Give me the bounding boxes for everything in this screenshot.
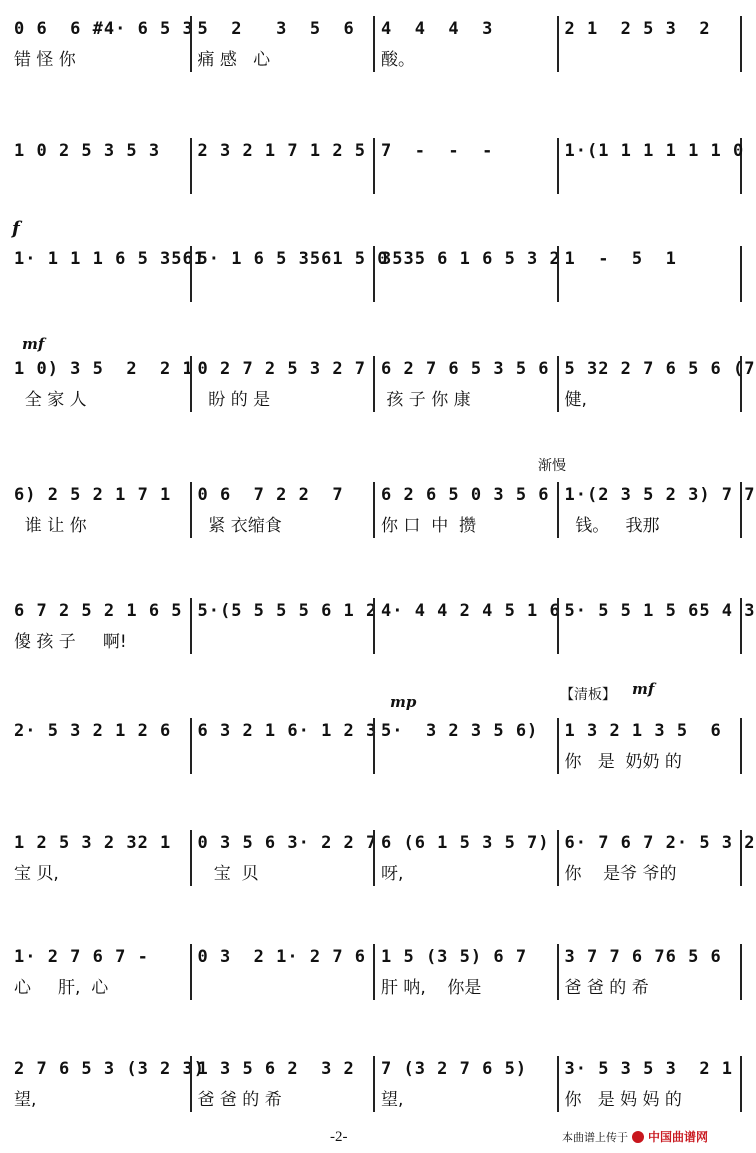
measure bbox=[557, 718, 743, 774]
measure-notes: 0 6 6 #4· 6 5 3 bbox=[14, 19, 194, 39]
score-system bbox=[8, 356, 756, 412]
measure-lyrics bbox=[381, 750, 551, 774]
measure-lyrics bbox=[198, 630, 368, 654]
score-system bbox=[8, 482, 756, 538]
measure bbox=[190, 246, 389, 302]
measure-lyrics bbox=[14, 278, 184, 302]
measure bbox=[8, 356, 194, 412]
measure-notes: 7 - - - bbox=[381, 141, 494, 161]
measure-notes: 6 2 6 5 0 3 5 6 bbox=[381, 485, 550, 505]
measure bbox=[557, 1056, 743, 1112]
measure bbox=[557, 830, 756, 886]
measure-notes: 1 0 2 5 3 5 3 bbox=[14, 141, 161, 161]
measure bbox=[190, 16, 374, 72]
measure-lyrics: 痛 感 心 bbox=[197, 50, 271, 70]
measure-notes: 4· 4 4 2 4 5 1 6 bbox=[381, 601, 561, 621]
measure-notes: 0 2 7 2 5 3 2 7 bbox=[197, 359, 367, 379]
measure-lyrics: 紧 衣缩食 bbox=[197, 516, 282, 536]
measure-lyrics bbox=[565, 630, 735, 654]
measure bbox=[190, 1056, 374, 1112]
measure-lyrics bbox=[198, 278, 368, 302]
measure-notes: 5·(5 5 5 5 6 1 2 bbox=[197, 601, 378, 621]
measure-notes: 5 2 3 5 6 bbox=[197, 19, 355, 39]
qingban-marker: 【清板】 bbox=[560, 687, 616, 703]
measure-lyrics bbox=[198, 750, 368, 774]
measure-lyrics: 宝 贝, bbox=[14, 864, 59, 884]
measure-lyrics: 酸。 bbox=[381, 50, 415, 70]
dynamic-forte: f bbox=[12, 218, 20, 239]
measure bbox=[373, 944, 557, 1000]
measure-notes: 3535 6 1 6 5 3 2 bbox=[381, 249, 561, 269]
measure bbox=[557, 16, 743, 72]
score-system bbox=[8, 1056, 742, 1112]
measure-notes: 1·(1 1 1 1 1 1 0 bbox=[564, 141, 745, 161]
measure bbox=[190, 944, 374, 1000]
measure-lyrics bbox=[14, 170, 184, 194]
dynamic-mezzo-forte-2: mf bbox=[632, 680, 655, 698]
score-system bbox=[8, 944, 742, 1000]
measure-lyrics bbox=[198, 976, 368, 1000]
measure bbox=[557, 944, 743, 1000]
measure-lyrics: 钱。 我那 bbox=[564, 516, 660, 536]
measure-notes: 1· 2 7 6 7 - bbox=[14, 947, 149, 967]
measure bbox=[8, 718, 190, 774]
dynamic-mezzo-piano: mp bbox=[390, 693, 417, 711]
credit-text: 本曲谱上传于 bbox=[562, 1130, 628, 1144]
measure bbox=[8, 598, 190, 654]
measure-lyrics: 肝 呐, 你是 bbox=[381, 978, 482, 998]
measure-notes: 1· 1 1 1 6 5 3561 bbox=[14, 249, 205, 269]
measure-lyrics: 全 家 人 bbox=[14, 390, 87, 410]
measure-lyrics: 傻 孩 子 啊! bbox=[14, 632, 127, 652]
measure bbox=[190, 830, 378, 886]
measure-notes: 5· 5 5 1 5 65 4 3 bbox=[564, 601, 756, 621]
measure-lyrics: 望, bbox=[381, 1090, 404, 1110]
measure bbox=[557, 598, 756, 654]
measure-lyrics: 望, bbox=[14, 1090, 37, 1110]
measure-lyrics bbox=[565, 278, 735, 302]
measure-notes: 2· 5 3 2 1 2 6 bbox=[14, 721, 172, 741]
measure-lyrics: 宝 贝 bbox=[197, 864, 259, 884]
measure-notes: 2 3 2 1 7 1 2 5 bbox=[197, 141, 367, 161]
measure bbox=[373, 1056, 557, 1112]
measure-notes: 1·(2 3 5 2 3) 7 7 bbox=[564, 485, 756, 505]
upload-credit bbox=[562, 1128, 708, 1145]
measure-notes: 3· 5 3 5 3 2 1 bbox=[564, 1059, 734, 1079]
measure-lyrics: 你 口 中 攒 bbox=[381, 516, 477, 536]
measure bbox=[190, 718, 378, 774]
measure-notes: 3 7 7 6 76 5 6 bbox=[564, 947, 722, 967]
measure-lyrics: 错 怪 你 bbox=[14, 50, 76, 70]
measure-notes: 6· 7 6 7 2· 5 3 2 bbox=[564, 833, 756, 853]
measure-lyrics bbox=[14, 750, 184, 774]
measure bbox=[373, 246, 561, 302]
measure bbox=[373, 16, 557, 72]
measure-notes: 1 5 (3 5) 6 7 bbox=[381, 947, 528, 967]
measure bbox=[373, 598, 561, 654]
dynamic-mezzo-forte: mf bbox=[22, 335, 45, 353]
measure-lyrics: 孩 子 你 康 bbox=[381, 390, 471, 410]
measure-notes: 1 3 5 6 2 3 2 bbox=[197, 1059, 355, 1079]
measure-lyrics bbox=[381, 278, 551, 302]
measure-notes: 5· 3 2 3 5 6) bbox=[381, 721, 539, 741]
page-number: -2- bbox=[330, 1129, 348, 1145]
score-system bbox=[8, 16, 742, 72]
measure-notes: 6) 2 5 2 1 7 1 bbox=[14, 485, 172, 505]
measure-lyrics: 你 是爷 爷的 bbox=[564, 864, 677, 884]
measure-lyrics: 健, bbox=[564, 390, 587, 410]
measure bbox=[8, 16, 194, 72]
measure-lyrics: 爸 爸 的 希 bbox=[197, 1090, 282, 1110]
score-system bbox=[8, 598, 756, 654]
measure bbox=[8, 944, 190, 1000]
measure bbox=[557, 138, 743, 194]
measure bbox=[373, 138, 557, 194]
measure-notes: 6 3 2 1 6· 1 2 3 bbox=[197, 721, 378, 741]
measure bbox=[373, 482, 557, 538]
measure bbox=[373, 830, 557, 886]
score-system bbox=[8, 718, 742, 774]
measure bbox=[8, 246, 205, 302]
measure-notes: 0 6 7 2 2 7 bbox=[197, 485, 344, 505]
measure-notes: 1 - 5 1 bbox=[564, 249, 677, 269]
site-name: 中国曲谱网 bbox=[648, 1130, 709, 1144]
measure-lyrics: 心 肝, 心 bbox=[14, 978, 109, 998]
measure-notes: 1 2 5 3 2 32 1 bbox=[14, 833, 172, 853]
measure bbox=[8, 1056, 205, 1112]
measure bbox=[190, 482, 374, 538]
measure bbox=[557, 356, 756, 412]
measure-lyrics bbox=[565, 48, 735, 72]
measure-notes: 2 1 2 5 3 2 bbox=[564, 19, 711, 39]
measure-lyrics: 爸 爸 的 希 bbox=[564, 978, 649, 998]
measure-notes: 5 32 2 7 6 5 6 (7 bbox=[564, 359, 756, 379]
measure-notes: 6 2 7 6 5 3 5 6 bbox=[381, 359, 550, 379]
score-system bbox=[8, 138, 745, 194]
measure-notes: 2 7 6 5 3 (3 2 3) bbox=[14, 1059, 205, 1079]
measure bbox=[190, 598, 378, 654]
measure-lyrics bbox=[198, 170, 368, 194]
score-system bbox=[8, 246, 742, 302]
measure-lyrics: 呀, bbox=[381, 864, 404, 884]
score-system bbox=[8, 830, 756, 886]
measure-lyrics: 谁 让 你 bbox=[14, 516, 87, 536]
measure bbox=[373, 718, 557, 774]
measure-lyrics: 盼 的 是 bbox=[197, 390, 271, 410]
measure-notes: 7 (3 2 7 6 5) bbox=[381, 1059, 528, 1079]
measure-notes: 1 3 2 1 3 5 6 bbox=[564, 721, 722, 741]
measure bbox=[8, 138, 190, 194]
measure bbox=[8, 482, 190, 538]
measure bbox=[8, 830, 190, 886]
measure bbox=[373, 356, 557, 412]
measure-notes: 6 (6 1 5 3 5 7) bbox=[381, 833, 550, 853]
measure-lyrics bbox=[381, 170, 551, 194]
measure-notes: 4 4 4 3 bbox=[381, 19, 494, 39]
measure-notes: 5· 1 6 5 3561 5 0 bbox=[197, 249, 389, 269]
measure bbox=[557, 482, 756, 538]
measure-lyrics bbox=[381, 630, 551, 654]
tempo-direction-slowing: 渐慢 bbox=[538, 458, 566, 474]
measure-lyrics: 你 是 奶奶 的 bbox=[564, 752, 682, 772]
measure bbox=[190, 356, 374, 412]
measure-notes: 0 3 2 1· 2 7 6 bbox=[197, 947, 367, 967]
measure bbox=[557, 246, 743, 302]
measure-lyrics bbox=[565, 170, 735, 194]
measure-lyrics: 你 是 妈 妈 的 bbox=[564, 1090, 682, 1110]
measure bbox=[190, 138, 374, 194]
measure-notes: 1 0) 3 5 2 2 1 bbox=[14, 359, 194, 379]
measure-notes: 0 3 5 6 3· 2 2 7 bbox=[197, 833, 378, 853]
measure-notes: 6 7 2 5 2 1 6 5 bbox=[14, 601, 183, 621]
site-logo-icon bbox=[632, 1131, 644, 1143]
